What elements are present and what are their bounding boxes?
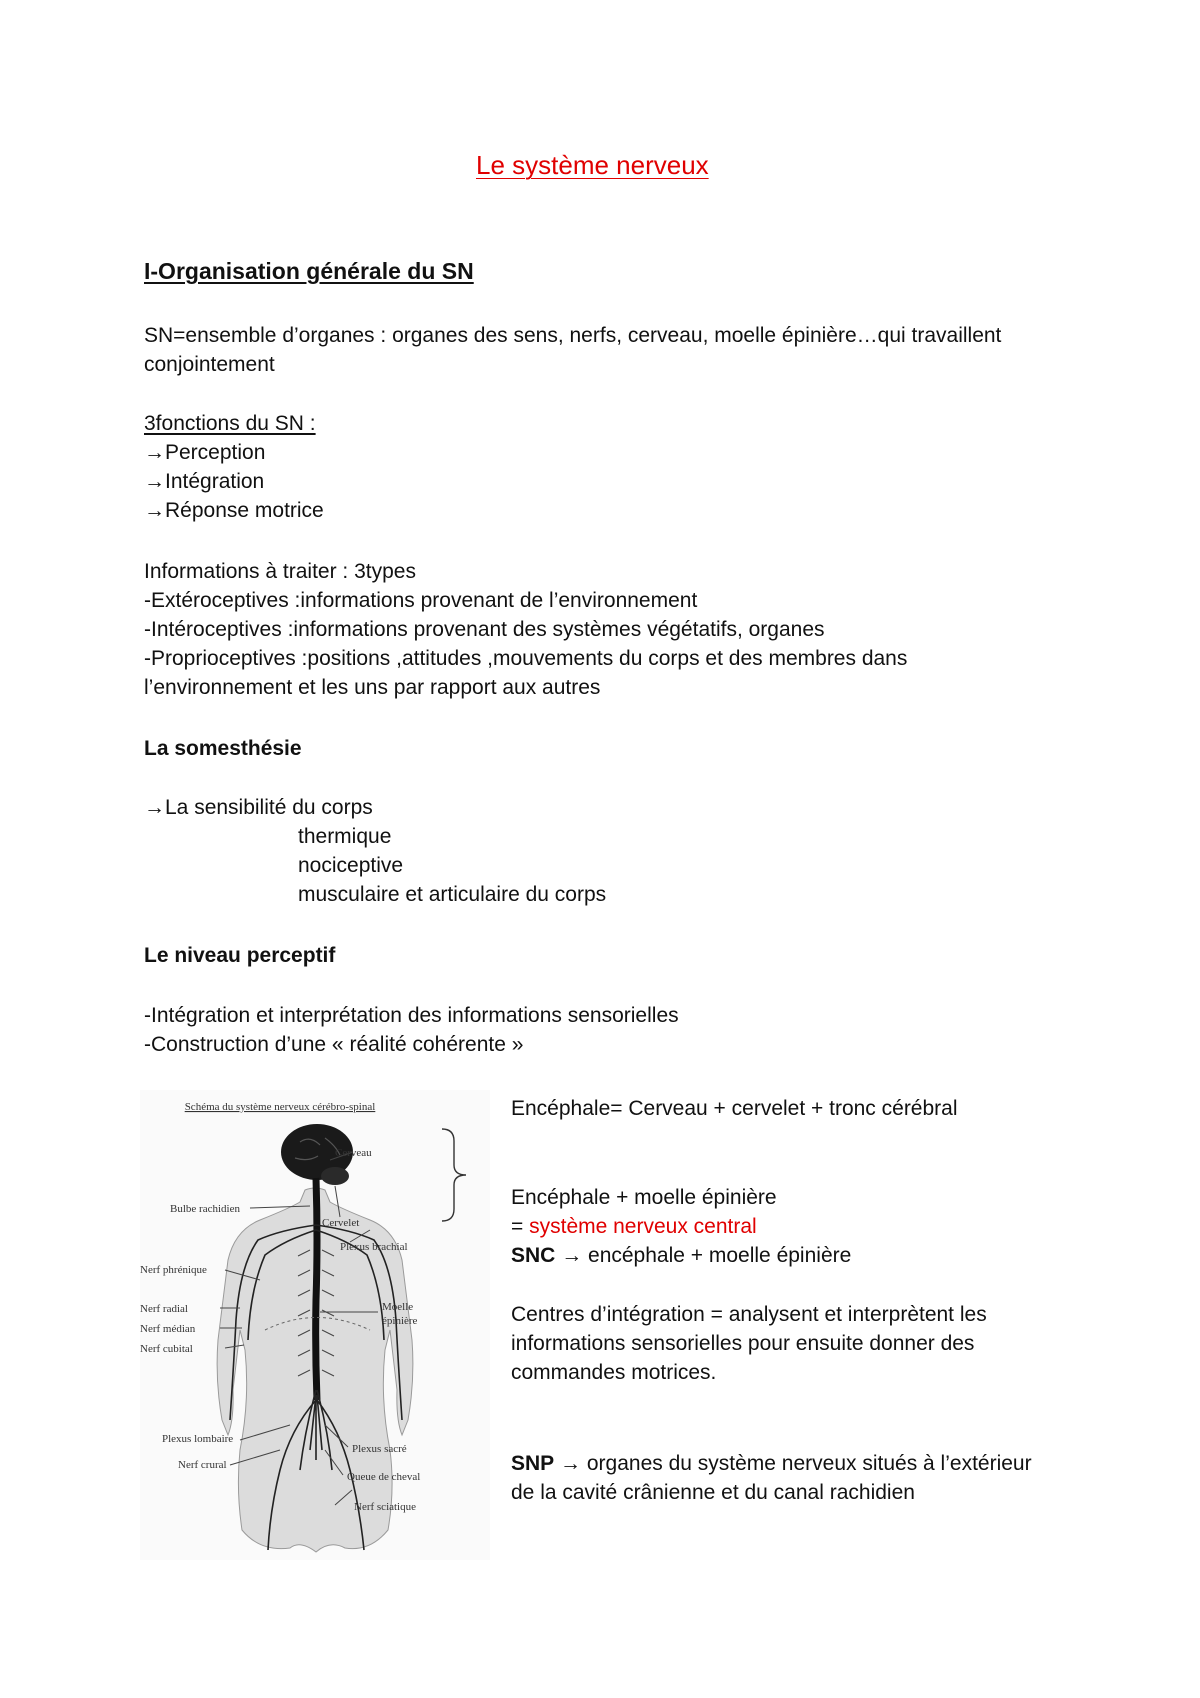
label-nerf-phrenique: Nerf phrénique [140,1264,207,1276]
snp-line-2: de la cavité crânienne et du canal rachidien [511,1481,915,1504]
perceptif-heading: Le niveau perceptif [144,944,336,967]
perceptif-line: -Intégration et interprétation des informations sensorielles [144,1004,679,1027]
arrow-icon: → [144,441,165,464]
centres-line: Centres d’intégration = analysent et interprètent les [511,1303,987,1326]
encephale-moelle: Encéphale + moelle épinière [511,1186,777,1209]
label-nerf-crural: Nerf crural [178,1459,227,1471]
label-nerf-sciatique: Nerf sciatique [354,1501,416,1513]
snc-term: système nerveux central [529,1215,757,1238]
sensibilite-item: musculaire et articulaire du corps [298,883,607,906]
function-item [144,496,324,525]
snc-description: encéphale + moelle épinière [582,1244,852,1267]
info-line: -Extéroceptives :informations provenant de l’environnement [144,589,698,612]
sensibilite-item: thermique [298,825,392,848]
brace-icon [438,1125,474,1225]
label-nerf-radial: Nerf radial [140,1303,188,1315]
figure-caption: Schéma du système nerveux cérébro-spinal [184,1101,376,1113]
function-label: Perception [165,441,266,464]
centres-line: commandes motrices. [511,1361,717,1384]
centres-line: informations sensorielles pour ensuite donner des [511,1332,975,1355]
label-plexus-brachial: Plexus brachial [340,1241,408,1253]
info-line: -Intéroceptives :informations provenant des systèmes végétatifs, organes [144,618,825,641]
info-line: l’environnement et les uns par rapport aux autres [144,676,601,699]
label-queue-de-cheval: Queue de cheval [347,1471,421,1483]
snp-line [511,1449,1032,1478]
snp-label: SNP [511,1452,555,1475]
encephale-definition: Encéphale= Cerveau + cervelet + tronc cérébral [511,1097,958,1120]
snc-line [511,1241,851,1270]
spinal-cord [316,1178,317,1400]
arrow-icon: → [144,470,165,493]
function-item [144,438,265,467]
arrow-icon: → [144,499,165,522]
cerebellum-shape [321,1167,349,1185]
label-nerf-cubital: Nerf cubital [140,1343,193,1355]
label-epiniere: épinière [382,1315,418,1327]
snp-description: organes du système nerveux situés à l’extérieur [581,1452,1032,1475]
function-label: Réponse motrice [165,499,324,522]
function-item [144,467,264,496]
label-plexus-lombaire: Plexus lombaire [162,1433,234,1445]
arrow-icon: → [560,1452,582,1475]
definition-line-1: SN=ensemble d’organes : organes des sens, nerfs, cerveau, moelle épinière…qui travaillent [144,324,1002,347]
function-label: Intégration [165,470,265,493]
info-heading: Informations à traiter : 3types [144,560,416,583]
perceptif-line: -Construction d’une « réalité cohérente » [144,1033,524,1056]
equals-sign: = [511,1215,530,1238]
label-moelle: Moelle [382,1301,414,1313]
arrow-icon: → [561,1244,583,1267]
functions-heading: 3fonctions du SN : [144,412,316,435]
sensibilite-line [144,793,373,822]
snc-label: SNC [511,1244,556,1267]
label-plexus-sacre: Plexus sacré [352,1443,407,1455]
sensibilite-label: La sensibilité du corps [165,796,373,819]
snc-equals-line [511,1212,757,1241]
somesthesie-heading: La somesthésie [144,737,302,760]
definition-line-2: conjointement [144,353,275,376]
sensibilite-item: nociceptive [298,854,404,877]
arrow-icon: → [144,796,165,819]
label-cerveau: Cerveau [335,1147,372,1159]
info-line: -Proprioceptives :positions ,attitudes ,mouvements du corps et des membres dans [144,647,908,670]
section-heading: I-Organisation générale du SN [144,258,474,284]
label-cervelet: Cervelet [322,1217,360,1229]
label-bulbe-rachidien: Bulbe rachidien [170,1203,240,1215]
page-title: Le système nerveux [476,150,709,180]
label-nerf-median: Nerf médian [140,1323,196,1335]
